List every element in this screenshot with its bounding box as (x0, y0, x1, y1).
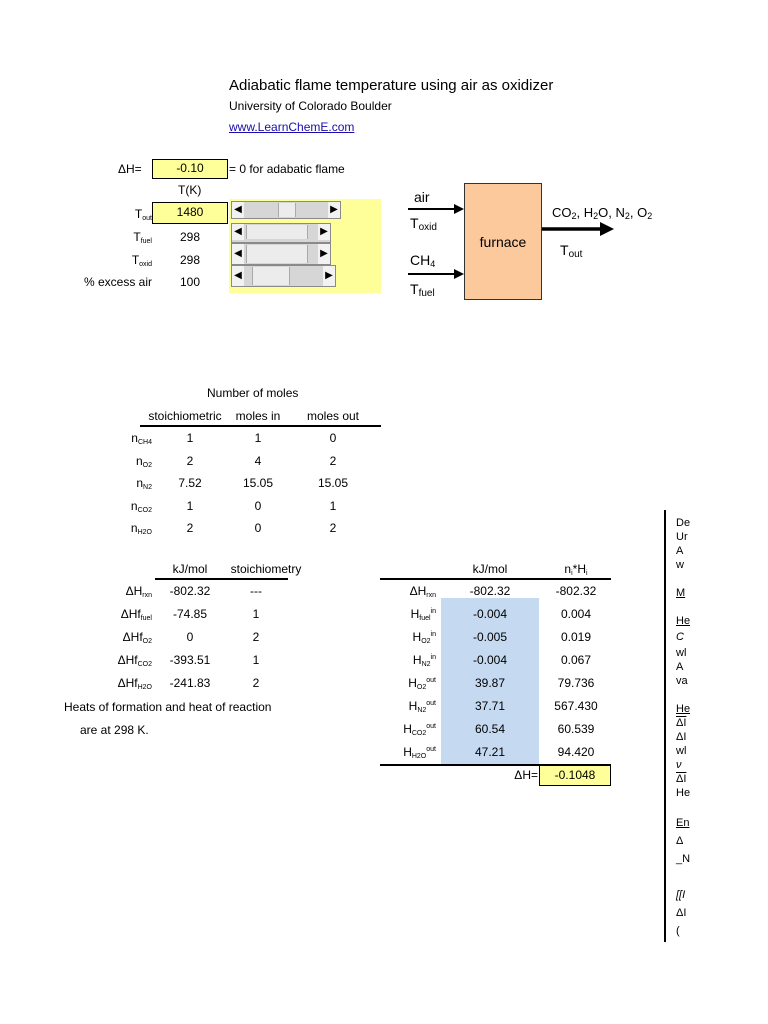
heats-cell: -74.85 (172, 607, 208, 621)
excess-air-label: % excess air (83, 275, 152, 289)
side-line: [[I (676, 889, 686, 901)
heats-header-stoichiometry: stoichiometry (230, 562, 302, 576)
slider-thumb[interactable] (252, 267, 290, 285)
excess-air-value: 100 (179, 275, 201, 289)
side-line: ΔI (676, 731, 687, 743)
tout-value-cell[interactable] (152, 202, 228, 224)
moles-cell: 1 (329, 499, 337, 513)
toxid-label: $T_{oxid}$ (131, 253, 152, 268)
moles-cell: 2 (186, 454, 194, 468)
heats-cell: -241.83 (169, 676, 211, 690)
learncheme-link[interactable]: www.LearnChemE.com (229, 120, 355, 134)
side-line: $\overline{\Delta I}$ (676, 717, 687, 729)
moles-row-label: $n_{H2O}$ (130, 521, 152, 536)
side-line: ΔI (676, 907, 687, 919)
total-dh-value: -0.1048 (554, 768, 596, 782)
heats-row-label: ΔHf$_{H2O}$ (117, 676, 152, 691)
moles-cell: 2 (329, 454, 337, 468)
dh-note: = 0 for adabatic flame (229, 162, 345, 176)
toxid-value: 298 (179, 253, 201, 267)
total-dh-label: ΔH= (514, 768, 538, 782)
furnace-box (464, 183, 542, 300)
heats-cell: 0 (186, 630, 194, 644)
slider-right-arrow-icon[interactable]: ▶ (323, 266, 335, 286)
slider-thumb[interactable] (246, 245, 308, 263)
tfuel-label: $T_{fuel}$ (133, 230, 152, 245)
toxid-diagram-label: $T_{oxid}$ (410, 215, 437, 233)
side-line: C (676, 631, 684, 643)
enthalpy-cell: 0.019 (560, 630, 592, 644)
heats-cell: 1 (252, 653, 260, 667)
slider-right-arrow-icon[interactable]: ▶ (328, 202, 340, 218)
enthalpy-row-label: $\Delta H_{rxn}$ (409, 584, 436, 599)
moles-table-title: Number of moles (207, 386, 299, 400)
slider-left-arrow-icon[interactable]: ◀ (232, 266, 244, 286)
enthalpy-header-rule (380, 578, 611, 580)
furnace-label: furnace (479, 233, 527, 250)
tout-diagram-label: $T_{out}$ (560, 242, 583, 260)
products-arrow-icon (542, 219, 616, 239)
moles-row-label: $n_{O2}$ (135, 454, 152, 469)
moles-cell: 2 (186, 521, 194, 535)
moles-cell: 15.05 (317, 476, 349, 490)
slider-left-arrow-icon[interactable]: ◀ (232, 224, 244, 240)
moles-header-in: moles in (235, 409, 281, 423)
heats-cell: 2 (252, 630, 260, 644)
enthalpy-header-nihi: $n_i*H_i$ (564, 562, 588, 577)
heats-row-label: ΔHf$_{CO2}$ (117, 653, 152, 668)
side-line: ν (676, 759, 682, 771)
enthalpy-cell: 60.54 (474, 722, 506, 736)
side-line: M (676, 587, 686, 599)
moles-row-label: $n_{CO2}$ (130, 499, 152, 514)
moles-cell: 1 (254, 431, 262, 445)
heats-note-2: are at 298 K. (80, 723, 149, 737)
heats-header-rule (155, 578, 288, 580)
enthalpy-cell: -802.32 (469, 584, 511, 598)
slider-right-arrow-icon[interactable]: ▶ (318, 224, 330, 240)
side-line: wl (676, 647, 687, 659)
enthalpy-header-kjmol: kJ/mol (472, 562, 508, 576)
side-line: _N (676, 853, 691, 865)
enthalpy-cell: -0.004 (472, 653, 508, 667)
moles-cell: 4 (254, 454, 262, 468)
heats-row-label: $\Delta H_{rxn}$ (125, 584, 152, 599)
enthalpy-cell: 0.067 (560, 653, 592, 667)
enthalpy-cell: 0.004 (560, 607, 592, 621)
side-line: va (676, 675, 688, 687)
moles-cell: 0 (254, 499, 262, 513)
enthalpy-cell: 39.87 (474, 676, 506, 690)
air-label: air (414, 189, 430, 205)
excess-air-slider[interactable] (231, 265, 336, 287)
slider-thumb[interactable] (278, 203, 296, 217)
tout-label: $T_{out}$ (134, 207, 152, 222)
enthalpy-row-label: $H_{N2}^{out}$ (408, 699, 436, 714)
tfuel-value: 298 (179, 230, 201, 244)
moles-cell: 1 (186, 499, 194, 513)
side-line: A (676, 661, 684, 673)
temperature-unit-header: T(K) (178, 183, 202, 197)
slider-right-arrow-icon[interactable]: ▶ (318, 244, 330, 264)
side-line: wl (676, 745, 687, 757)
slider-thumb[interactable] (246, 225, 308, 239)
side-line: He (676, 787, 691, 799)
moles-cell: 1 (186, 431, 194, 445)
tout-value: 1480 (176, 205, 204, 219)
moles-cell: 15.05 (242, 476, 274, 490)
heats-cell: 2 (252, 676, 260, 690)
enthalpy-cell: 60.539 (557, 722, 595, 736)
heats-row-label: ΔHf$_{fuel}$ (120, 607, 152, 622)
moles-row-label: $n_{N2}$ (136, 476, 152, 491)
enthalpy-cell: 37.71 (474, 699, 506, 713)
dh-value-cell[interactable] (152, 159, 228, 179)
moles-cell: 2 (329, 521, 337, 535)
enthalpy-cell: 47.21 (474, 745, 506, 759)
moles-header-out: moles out (306, 409, 360, 423)
side-line: En (676, 817, 690, 829)
enthalpy-cell: 94.420 (557, 745, 595, 759)
heats-cell: -393.51 (169, 653, 211, 667)
heats-cell: -802.32 (169, 584, 211, 598)
moles-cell: 0 (329, 431, 337, 445)
enthalpy-cell: -802.32 (555, 584, 597, 598)
enthalpy-row-label: $H_{N2}^{in}$ (412, 653, 436, 668)
university-label: University of Colorado Boulder (229, 99, 392, 113)
heats-cell: --- (250, 584, 262, 598)
total-dh-cell[interactable] (539, 765, 611, 786)
side-text-panel (664, 510, 768, 942)
side-line: ( (676, 925, 680, 937)
moles-cell: 0 (254, 521, 262, 535)
side-line: Δ (676, 835, 684, 847)
enthalpy-row-label: $H_{H2O}^{out}$ (403, 745, 436, 760)
side-line: w (676, 559, 684, 571)
enthalpy-cell: -0.004 (472, 607, 508, 621)
enthalpy-row-label: $H_{CO2}^{out}$ (403, 722, 436, 737)
toxid-slider[interactable] (231, 243, 331, 265)
side-line: A (676, 545, 684, 557)
products-label: $CO_2$, $H_2O$, $N_2$, $O_2$ (552, 205, 653, 221)
moles-header-stoich: stoichiometric (148, 409, 222, 423)
ch4-label: $CH_4$ (410, 252, 436, 269)
heats-row-label: ΔHf$_{O2}$ (122, 630, 152, 645)
heats-cell: 1 (252, 607, 260, 621)
enthalpy-cell: -0.005 (472, 630, 508, 644)
side-line: $\overline{\Delta I}$ (676, 773, 687, 785)
page-title: Adiabatic flame temperature using air as oxidizer (229, 77, 554, 94)
moles-row-label: $n_{CH4}$ (131, 431, 152, 446)
enthalpy-row-label: $H_{O2}^{in}$ (412, 630, 436, 645)
dh-label: ΔH= (118, 162, 142, 176)
enthalpy-cell: 567.430 (554, 699, 598, 713)
moles-header-rule (140, 425, 381, 427)
tfuel-slider[interactable] (231, 223, 331, 243)
side-line: He (676, 615, 691, 627)
slider-left-arrow-icon[interactable]: ◀ (232, 244, 244, 264)
tfuel-diagram-label: $T_{fuel}$ (410, 281, 435, 299)
side-line: Ur (676, 531, 688, 543)
enthalpy-row-label: $H_{fuel}^{in}$ (410, 607, 436, 622)
tout-slider[interactable] (231, 201, 341, 219)
dh-value: -0.10 (176, 161, 204, 175)
heats-note-1: Heats of formation and heat of reaction (64, 700, 272, 714)
heats-header-kjmol: kJ/mol (172, 562, 208, 576)
moles-cell: 7.52 (178, 476, 202, 490)
enthalpy-row-label: $H_{O2}^{out}$ (408, 676, 436, 691)
enthalpy-cell: 79.736 (557, 676, 595, 690)
side-line: He (676, 703, 691, 715)
slider-left-arrow-icon[interactable]: ◀ (232, 202, 244, 218)
side-line: De (676, 517, 691, 529)
